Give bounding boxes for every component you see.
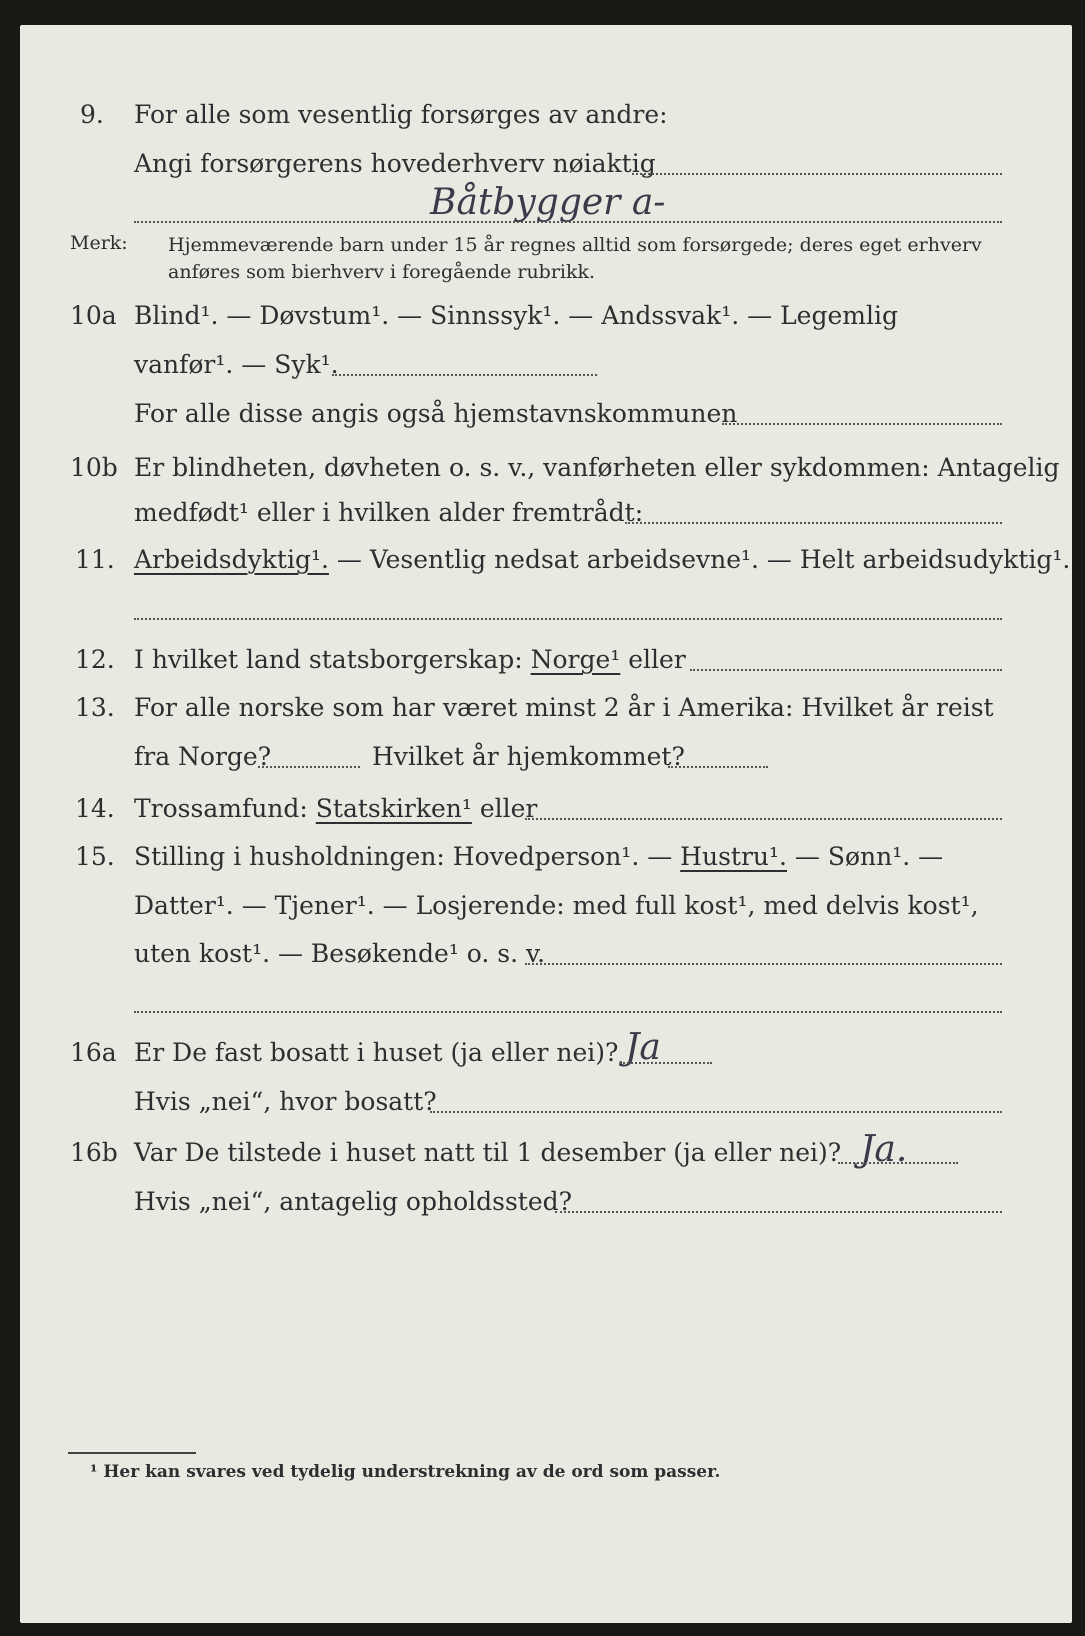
q9-fill-line (632, 173, 1002, 175)
q10a-number: 10a (70, 301, 117, 330)
q15-selected-option: Hustru¹. (680, 842, 787, 871)
q16b-line1: Var De tilstede i huset natt til 1 desember (ja eller nei)? (134, 1138, 842, 1167)
q14-number: 14. (75, 794, 115, 823)
merk-label: Merk: (70, 232, 128, 254)
q9-line1: For alle som vesentlig forsørges av andre: (134, 100, 668, 129)
q15-extra-line (134, 1011, 1002, 1013)
q10a-home-fill-line (722, 423, 1002, 425)
q13-year-return-fill (668, 766, 768, 768)
q12-fill-line (690, 669, 1002, 671)
q10a-line1: Blind¹. — Døvstum¹. — Sinnssyk¹. — Andssvak¹. — Legemlig (134, 301, 898, 330)
q14-text (134, 794, 537, 824)
q16a-line2: Hvis „nei“, hvor bosatt? (134, 1087, 437, 1116)
q16b-fill-line (838, 1162, 958, 1164)
footnote: ¹ Her kan svares ved tydelig understrekning av de ord som passer. (90, 1462, 721, 1482)
q13-line1: For alle norske som har været minst 2 år i Amerika: Hvilket år reist (134, 693, 994, 722)
q10b-number: 10b (70, 453, 118, 482)
q14-selected-option: Statskirken¹ (315, 794, 472, 823)
q12-after: eller (620, 645, 686, 674)
q14-before: Trossamfund: (134, 794, 316, 823)
q10a-fill-line (332, 374, 597, 376)
q13-number: 13. (75, 693, 115, 722)
q11-number: 11. (75, 545, 115, 574)
q9-handwritten-answer: Båtbygger a- (430, 182, 666, 223)
q15-line1 (134, 842, 943, 872)
q9-line2: Angi forsørgerens hovederhverv nøiaktig (134, 149, 656, 178)
q11-fill-line (134, 618, 1002, 620)
q13-year-left-fill (258, 766, 360, 768)
q12-text (134, 645, 686, 675)
q12-number: 12. (75, 645, 115, 674)
q9-answer-line (134, 221, 1002, 223)
q15-line1-a: Stilling i husholdningen: Hovedperson¹. — (134, 842, 681, 871)
q12-selected-option: Norge¹ (530, 645, 621, 674)
q9-number: 9. (80, 100, 104, 129)
footnote-separator (68, 1452, 196, 1454)
q16b-line2: Hvis „nei“, antagelig opholdssted? (134, 1187, 573, 1216)
q16a-place-fill-line (430, 1111, 1002, 1113)
q16b-handwritten-answer: Ja. (860, 1129, 908, 1170)
q15-line2: Datter¹. — Tjener¹. — Losjerende: med full kost¹, med delvis kost¹, (134, 891, 979, 920)
q15-number: 15. (75, 842, 115, 871)
q16a-fill-line (620, 1062, 712, 1064)
q11-rest: — Vesentlig nedsat arbeidsevne¹. — Helt arbeidsudyktig¹. (328, 545, 1071, 574)
q14-fill-line (525, 818, 1002, 820)
q16a-handwritten-answer: Ja (625, 1027, 661, 1068)
q16b-place-fill-line (555, 1211, 1002, 1213)
q11-text (134, 545, 1070, 575)
q13-line2b: Hvilket år hjemkommet? (372, 742, 685, 771)
q10a-line3: For alle disse angis også hjemstavnskommunen (134, 399, 738, 428)
q10b-fill-line (625, 522, 1002, 524)
q16a-number: 16a (70, 1038, 117, 1067)
q16b-number: 16b (70, 1138, 118, 1167)
q10a-line2: vanfør¹. — Syk¹. (134, 350, 339, 379)
q10b-line1: Er blindheten, døvheten o. s. v., vanførheten eller sykdommen: Antagelig (134, 453, 1060, 482)
census-form-page (20, 25, 1072, 1623)
q10b-line2: medfødt¹ eller i hvilken alder fremtrådt: (134, 498, 644, 527)
q15-line1-b: — Sønn¹. — (786, 842, 944, 871)
q15-fill-line (525, 963, 1002, 965)
q14-after: eller (471, 794, 538, 823)
q11-selected-option: Arbeidsdyktig¹. (134, 545, 329, 574)
merk-line1: Hjemmeværende barn under 15 år regnes alltid som forsørgede; deres eget erhverv (168, 234, 982, 256)
q15-line3: uten kost¹. — Besøkende¹ o. s. v. (134, 939, 546, 968)
q13-line2a: fra Norge? (134, 742, 272, 771)
q16a-line1: Er De fast bosatt i huset (ja eller nei)? (134, 1038, 619, 1067)
q12-before: I hvilket land statsborgerskap: (134, 645, 531, 674)
merk-line2: anføres som bierhverv i foregående rubrikk. (168, 261, 596, 283)
